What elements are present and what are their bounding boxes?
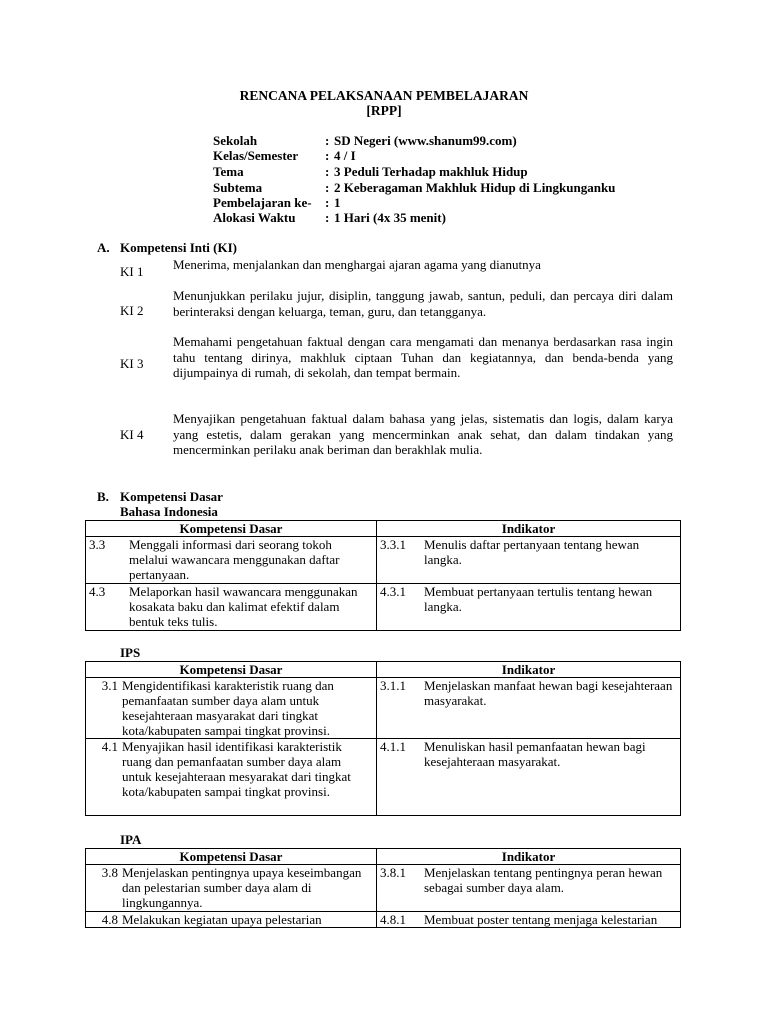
identity-colon: :: [325, 210, 330, 225]
kd-cell: [86, 912, 377, 928]
kd-number: 3.1: [101, 678, 118, 693]
identity-label: Sekolah: [213, 133, 258, 148]
identity-colon: :: [325, 133, 330, 148]
indicator-cell: [377, 537, 681, 584]
section-a-letter: A.: [97, 240, 110, 255]
table-row: [86, 912, 681, 928]
identity-value: 1: [334, 195, 341, 210]
table-header-row: [86, 521, 681, 537]
kd-number: 3.8: [101, 865, 118, 880]
section-b-title: Kompetensi Dasar: [120, 489, 223, 504]
kd-number: 4.8: [101, 912, 118, 927]
ki-label: KI 4: [120, 427, 144, 442]
identity-value: 4 / I: [334, 148, 356, 163]
document-subtitle: [RPP]: [366, 103, 402, 118]
indicator-cell: [377, 678, 681, 739]
identity-colon: :: [325, 148, 330, 163]
kd-cell: [86, 537, 377, 584]
identity-value: SD Negeri (www.shanum99.com): [334, 133, 517, 148]
indicator-cell: [377, 739, 681, 816]
kd-cell: [86, 739, 377, 816]
kd-text: Menggali informasi dari seorang tokoh melalui wawancara menggunakan daftar pertanyaan.: [129, 537, 340, 582]
kd-number: 3.3: [89, 537, 106, 552]
ki-text: Menunjukkan perilaku jujur, disiplin, tanggung jawab, santun, peduli, dan percaya diri dalam berinteraksi dengan keluarga, teman, guru, dan tetangganya.: [173, 288, 673, 319]
section-b-letter: B.: [97, 489, 109, 504]
indicator-text: Menjelaskan manfaat hewan bagi kesejahteraan masyarakat.: [424, 678, 673, 708]
identity-label: Alokasi Waktu: [213, 210, 296, 225]
indicator-text: Membuat poster tentang menjaga kelestarian: [424, 912, 658, 927]
subject-heading: IPA: [120, 832, 142, 847]
kd-table-ipa: [85, 848, 681, 928]
table-header-row: [86, 662, 681, 678]
section-a-title: Kompetensi Inti (KI): [120, 240, 237, 255]
indicator-cell: [377, 865, 681, 912]
table-row: [86, 865, 681, 912]
identity-colon: :: [325, 180, 330, 195]
subject-heading: Bahasa Indonesia: [120, 504, 218, 519]
kd-table-bahasa-indonesia: [85, 520, 681, 631]
table-row: [86, 537, 681, 584]
column-header: Kompetensi Dasar: [86, 662, 377, 678]
column-header: Indikator: [377, 521, 681, 537]
kd-text: Menjelaskan pentingnya upaya keseimbangan dan pelestarian sumber daya alam di lingkungannya.: [122, 865, 362, 910]
table-row: [86, 739, 681, 816]
indicator-number: 4.8.1: [380, 912, 406, 927]
indicator-cell: [377, 912, 681, 928]
table-row: [86, 678, 681, 739]
kd-text: Melakukan kegiatan upaya pelestarian: [122, 912, 322, 927]
identity-value: 2 Keberagaman Makhluk Hidup di Lingkunganku: [334, 180, 616, 195]
indicator-number: 4.3.1: [380, 584, 406, 599]
ki-label: KI 3: [120, 356, 144, 371]
kd-cell: [86, 678, 377, 739]
identity-label: Subtema: [213, 180, 263, 195]
indicator-text: Menulis daftar pertanyaan tentang hewan langka.: [424, 537, 640, 567]
kd-text: Melaporkan hasil wawancara menggunakan kosakata baku dan kalimat efektif dalam bentuk teks tulis.: [129, 584, 358, 629]
identity-colon: :: [325, 164, 330, 179]
identity-label: Pembelajaran ke-: [213, 195, 312, 210]
indicator-cell: [377, 584, 681, 631]
column-header: Kompetensi Dasar: [86, 849, 377, 865]
ki-text: Menyajikan pengetahuan faktual dalam bahasa yang jelas, sistematis dan logis, dalam karya yang estetis, dalam gerakan yang mencerminkan anak sehat, dan dalam tindakan yang mencerminkan perilaku anak beriman dan berakhlak mulia.: [173, 411, 673, 457]
ki-text: Memahami pengetahuan faktual dengan cara mengamati dan menanya berdasarkan rasa ingin tahu tentang dirinya, makhluk ciptaan Tuhan dan kegiatannya, dan benda-benda yang dijumpainya di rumah, di sekolah, dan tempat bermain.: [173, 334, 673, 380]
identity-label: Kelas/Semester: [213, 148, 299, 163]
kd-cell: [86, 584, 377, 631]
kd-text: Mengidentifikasi karakteristik ruang dan pemanfaatan sumber daya alam untuk kesejahteraan masyarakat dari tingkat kota/kabupaten sampai tingkat provinsi.: [122, 678, 334, 738]
identity-label: Tema: [213, 164, 244, 179]
indicator-number: 3.1.1: [380, 678, 406, 693]
document-title: RENCANA PELAKSANAAN PEMBELAJARAN: [239, 88, 529, 103]
kd-text: Menyajikan hasil identifikasi karakteristik ruang dan pemanfaatan sumber daya alam untuk kesejahteraan mesyarakat dari tingkat kota/kabupaten sampai tingkat provinsi.: [122, 739, 351, 799]
indicator-text: Menjelaskan tentang pentingnya peran hewan sebagai sumber daya alam.: [424, 865, 663, 895]
table-header-row: [86, 849, 681, 865]
kd-table-ips: [85, 661, 681, 816]
kd-number: 4.1: [101, 739, 118, 754]
column-header: Indikator: [377, 849, 681, 865]
indicator-number: 3.8.1: [380, 865, 406, 880]
indicator-number: 3.3.1: [380, 537, 406, 552]
column-header: Kompetensi Dasar: [86, 521, 377, 537]
subject-heading: IPS: [120, 645, 141, 660]
identity-value: 1 Hari (4x 35 menit): [334, 210, 446, 225]
indicator-text: Menuliskan hasil pemanfaatan hewan bagi kesejahteraan masyarakat.: [424, 739, 646, 769]
column-header: Indikator: [377, 662, 681, 678]
kd-number: 4.3: [89, 584, 106, 599]
ki-label: KI 1: [120, 264, 144, 279]
kd-cell: [86, 865, 377, 912]
ki-label: KI 2: [120, 303, 144, 318]
identity-colon: :: [325, 195, 330, 210]
identity-value: 3 Peduli Terhadap makhluk Hidup: [334, 164, 528, 179]
indicator-text: Membuat pertanyaan tertulis tentang hewan langka.: [424, 584, 653, 614]
indicator-number: 4.1.1: [380, 739, 406, 754]
table-row: [86, 584, 681, 631]
ki-text: Menerima, menjalankan dan menghargai ajaran agama yang dianutnya: [173, 257, 541, 272]
